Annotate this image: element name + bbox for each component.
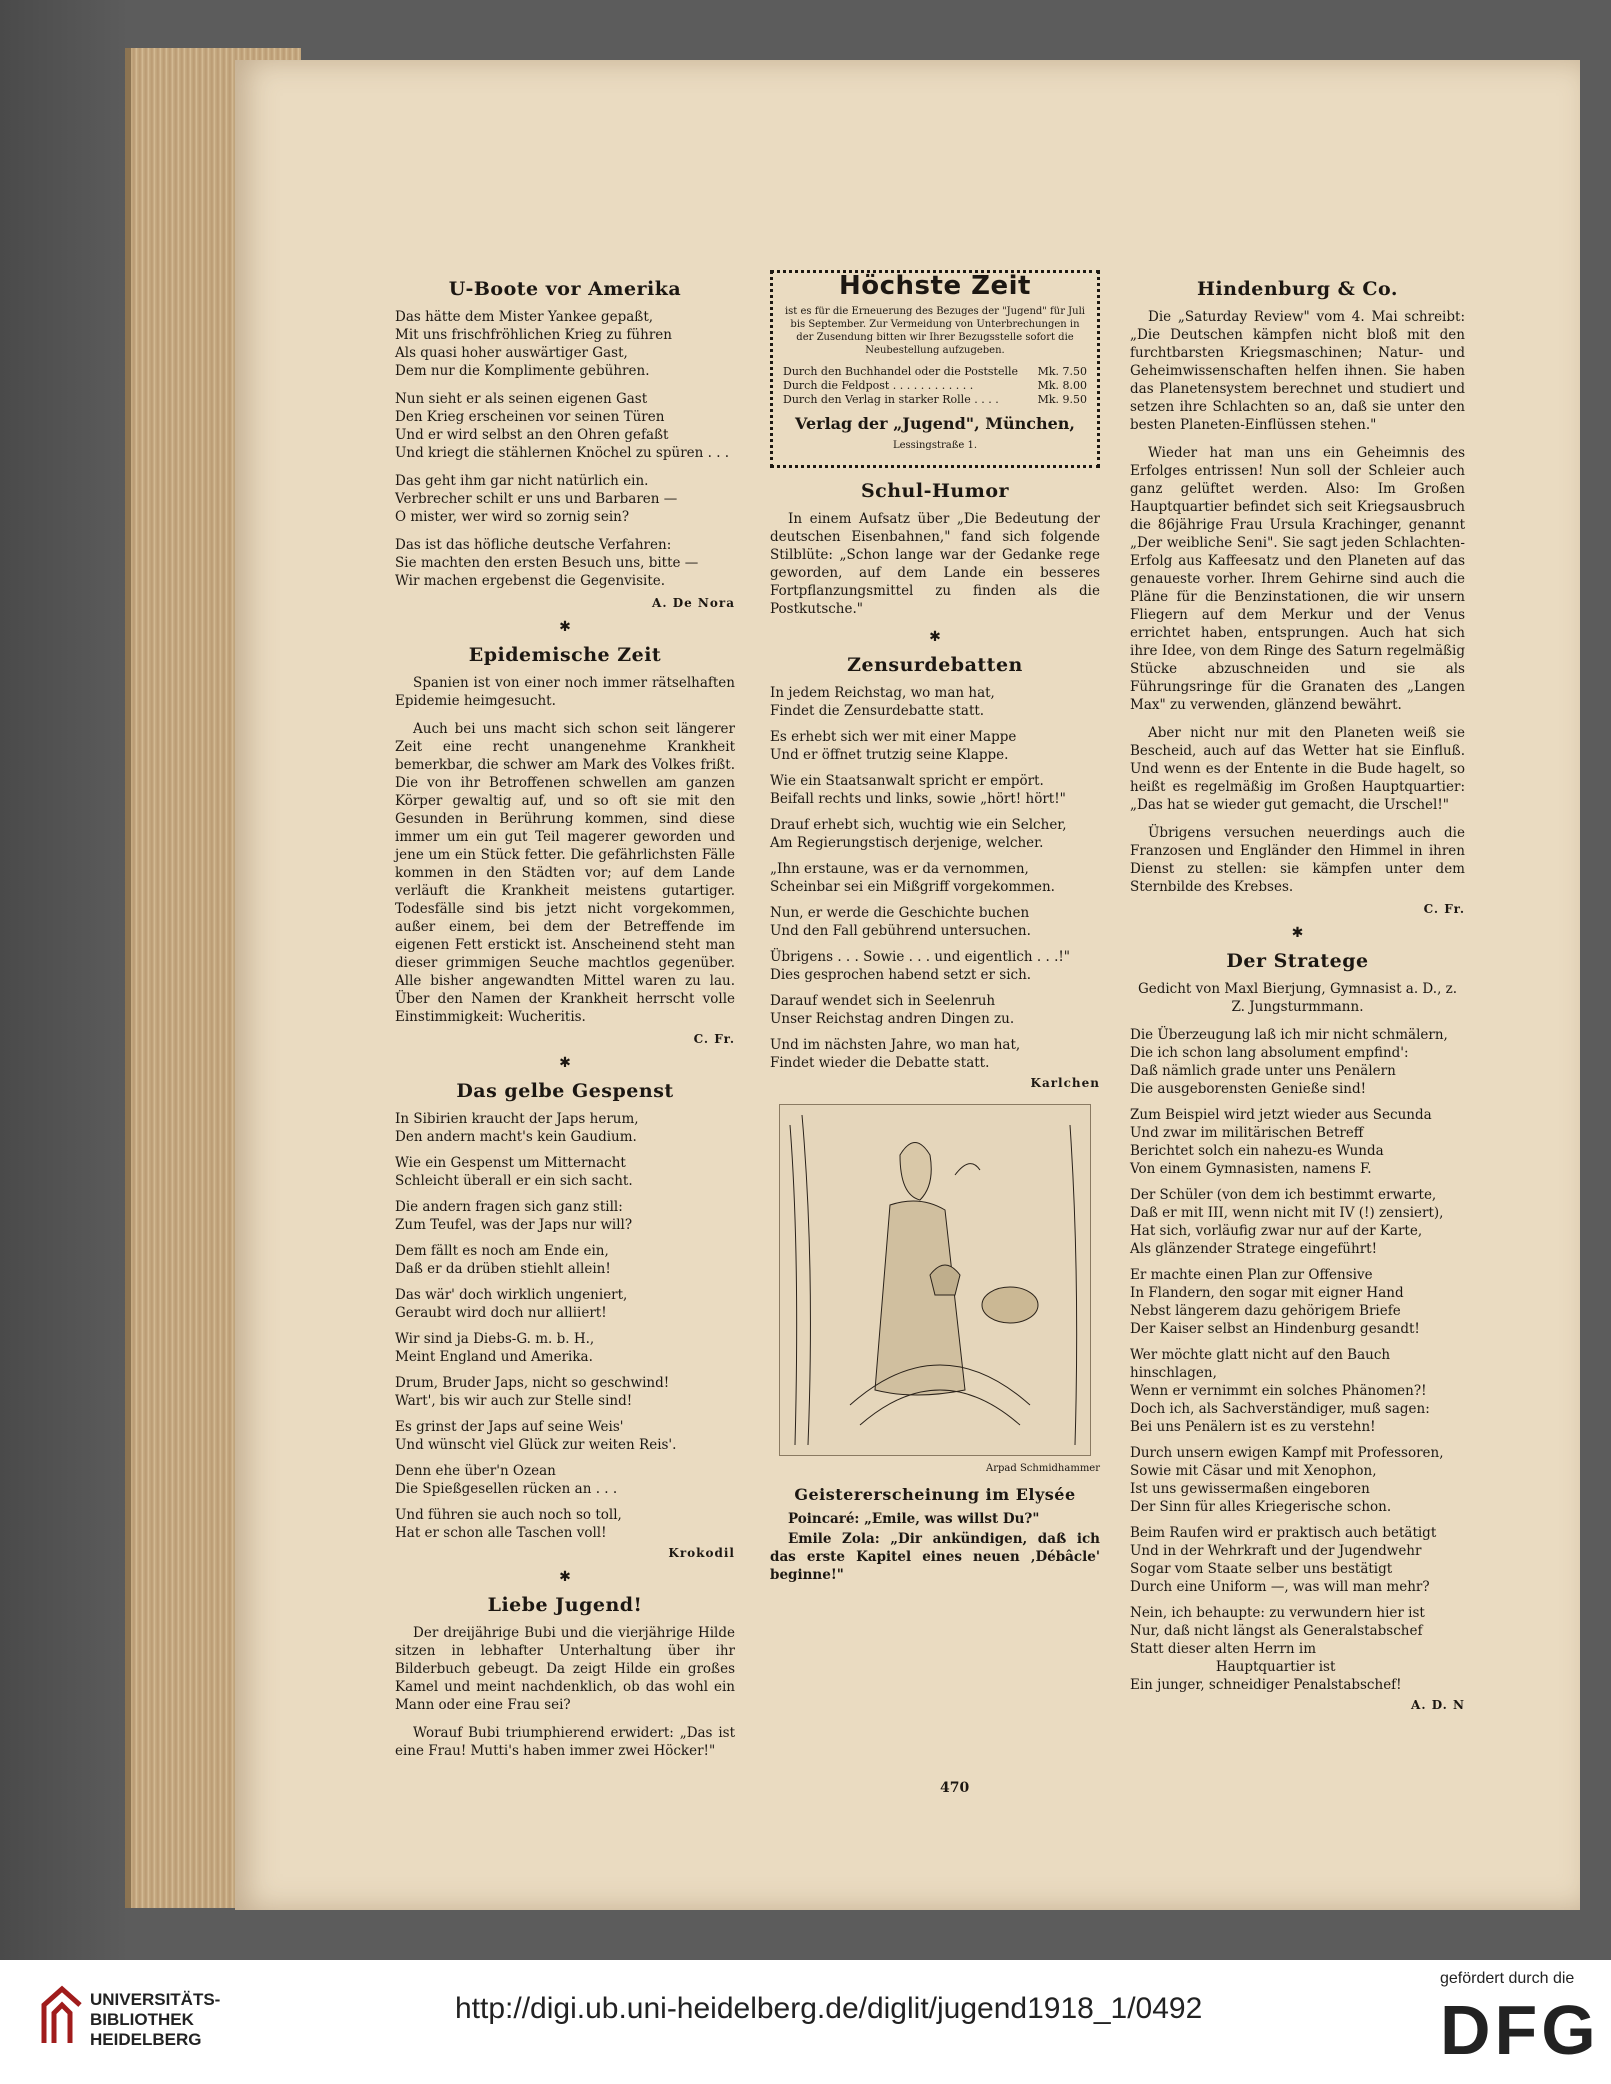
signature: C. Fr. (693, 1032, 735, 1046)
heading-gelbe-gespenst: Das gelbe Gespenst (456, 1080, 674, 1102)
stanza: Es grinst der Japs auf seine Weis' Und wünscht viel Glück zur weiten Reis'. (395, 1419, 677, 1453)
publisher-address: Lessingstraße 1. (892, 440, 978, 451)
caption-line: Poincaré: „Emile, was willst Du?" (788, 1511, 1040, 1527)
paragraph: Spanien ist von einer noch immer rätselhaften Epidemie heimgesucht. (395, 675, 735, 709)
illustration-ghost-scene (779, 1104, 1091, 1456)
signature: A. D. N (1411, 1698, 1465, 1712)
stanza: Dem fällt es noch am Ende ein, Daß er da drüben stiehlt allein! (395, 1243, 611, 1277)
stanza: Nein, ich behaupte: zu verwundern hier ist Nur, daß nicht längst als Generalstabschef Statt dieser alten Herrn im Hauptquartier ist Ein junger, schneidiger Penalstabschef! (1130, 1605, 1425, 1693)
stanza: Denn ehe über'n Ozean Die Spießgesellen rücken an . . . (395, 1463, 618, 1497)
separator-star: ✱ (559, 1569, 571, 1585)
heading-zensurdebatten: Zensurdebatten (847, 654, 1023, 676)
stanza: Nun, er werde die Geschichte buchen Und den Fall gebührend untersuchen. (770, 905, 1031, 939)
notice-text: ist es für die Erneuerung des Bezuges der "Jugend" für Juli bis September. Zur Vermeidung von Unterbrechungen in der Zusendung bitten wir Ihrer Bezugsstelle sofort die Neubestellung aufzugeben. (784, 306, 1086, 356)
heading-epidemische-zeit: Epidemische Zeit (468, 644, 662, 666)
subtitle: Gedicht von Maxl Bierjung, Gymnasist a. D., z. Z. Jungsturmmann. (1137, 981, 1458, 1015)
column-middle (770, 270, 1100, 1594)
stanza: Und im nächsten Jahre, wo man hat, Findet wieder die Debatte statt. (770, 1037, 1021, 1071)
column-left (395, 270, 735, 1770)
price-label: Durch den Verlag in starker Rolle . . . . (783, 393, 999, 406)
paragraph: Wieder hat man uns ein Geheimnis des Erfolges entrissen! Nun soll der Schleier auch ganz gelüftet werden. Also: Im Großen Hauptquartier befindet sich seit Kriegsausbruch die 86jährige Frau Ursula Krachinger, genannt „Der weibliche Seni". Sie sagt jeden Schlachten-Erfolg aus Kaffeesatz und den Planeten auf das genaueste vorher. Ihrem Gehirne sind auch die Pläne für die Benzinstationen, die wir unsern Fliegern auf dem Merkur und der Venus errichtet haben, entsprungen. Auch hat sich ihre Idee, von dem Ringe des Saturn regelmäßig Stücke abzuschneiden und sie als Führungsringe für die Granaten des „Langen Max" zu verwenden, glänzend bewährt. (1130, 445, 1465, 713)
stanza: In jedem Reichstag, wo man hat, Findet die Zensurdebatte statt. (770, 685, 995, 719)
price-row (783, 393, 1087, 407)
paragraph: Auch bei uns macht sich schon seit längerer Zeit eine recht unangenehme Krankheit bemerkbar, die schwer am Mark des Volkes frißt. Die von ihr Betroffenen schwellen am ganzen Körper gewaltig auf, und so oft sie mit den Gesunden in Berührung kommen, sind diese immer um ein gut Teil magerer geworden und jene um ein Stück fetter. Die gefährlichsten Fälle kommen in den Städten vor; auf dem Lande verläuft die Krankheit meistens gutartiger. Todesfälle sind bis jetzt nicht vorgekommen, außer einem, bei dem der Betreffende im eigenen Fett erstickt ist. Anscheinend steht man dieser grimmigen Seuche machtlos gegenüber. Alle bisher angewandten Mittel waren zu lau. Über den Namen der Krankheit herrscht volle Einstimmigkeit: Wucheritis. (395, 721, 735, 1025)
stanza: Durch unsern ewigen Kampf mit Professoren, Sowie mit Cäsar und mit Xenophon, Ist uns gewissermaßen eingeboren Der Sinn für alles Kriegerische schon. (1130, 1445, 1444, 1515)
artist-name: Arpad Schmidhammer (986, 1463, 1100, 1474)
university-name: UNIVERSITÄTS- BIBLIOTHEK HEIDELBERG (90, 1990, 221, 2049)
heading-u-boote: U-Boote vor Amerika (448, 278, 682, 300)
stanza: Der Schüler (von dem ich bestimmt erwarte, Daß er mit III, wenn nicht mit IV (!) zensiert), Hat sich, vorläufig zwar nur auf der Karte, Als glänzender Stratege eingeführt! (1130, 1187, 1444, 1257)
magazine-page (235, 60, 1580, 1910)
caption-line: Emile Zola: „Dir ankündigen, daß ich das erste Kapitel eines neuen ‚Débâcle' beginne!" (770, 1531, 1100, 1583)
stanza: Das geht ihm gar nicht natürlich ein. Verbrecher schilt er uns und Barbaren — O mister, wer wird so zornig sein? (395, 473, 678, 525)
stanza: Nun sieht er als seinen eigenen Gast Den Krieg erscheinen vor seinen Türen Und er wird selbst an den Ohren gefaßt Und kriegt die stählernen Knöchel zu spüren . . . (395, 391, 730, 461)
column-right (1130, 270, 1465, 1720)
stanza: Wie ein Staatsanwalt spricht er empört. Beifall rechts und links, sowie „hört! hört!" (770, 773, 1066, 807)
notice-title: Höchste Zeit (839, 271, 1031, 301)
separator-star: ✱ (559, 1055, 571, 1071)
stanza: Das hätte dem Mister Yankee gepaßt, Mit uns frischfröhlichen Krieg zu führen Als quasi hoher auswärtiger Gast, Dem nur die Komplimente gebühren. (395, 309, 672, 379)
stanza: Drum, Bruder Japs, nicht so geschwind! Wart', bis wir auch zur Stelle sind! (395, 1375, 670, 1409)
price-label: Durch den Buchhandel oder die Poststelle (783, 365, 1019, 378)
stanza: „Ihn erstaune, was er da vernommen, Scheinbar sei ein Mißgriff vorgekommen. (770, 861, 1055, 895)
stanza: Er machte einen Plan zur Offensive In Flandern, den sogar mit eigner Hand Nebst längerem dazu gehörigem Briefe Der Kaiser selbst an Hindenburg gesandt! (1130, 1267, 1420, 1337)
stanza: Wir sind ja Diebs-G. m. b. H., Meint England und Amerika. (395, 1331, 595, 1365)
separator-star: ✱ (929, 629, 941, 645)
page-number: 470 (940, 1780, 970, 1796)
stanza: In Sibirien kraucht der Japs herum, Den andern macht's kein Gaudium. (395, 1111, 639, 1145)
publisher-line: Verlag der „Jugend", München, (795, 414, 1075, 433)
separator-star: ✱ (1291, 925, 1304, 941)
university-logo-icon (40, 1985, 84, 2049)
signature: C. Fr. (1423, 902, 1465, 916)
price-value: Mk. 9.50 (1037, 393, 1087, 406)
heading-stratege: Der Stratege (1226, 950, 1369, 972)
stanza: Zum Beispiel wird jetzt wieder aus Secunda Und zwar im militärischen Betreff Berichtet solch ein nahezu-es Wunda Von einem Gymnasisten, namens F. (1130, 1107, 1432, 1177)
price-label: Durch die Feldpost . . . . . . . . . . . . (783, 379, 974, 392)
stanza: Drauf erhebt sich, wuchtig wie ein Selcher, Am Regierungstisch derjenige, welcher. (770, 817, 1067, 851)
stanza: Übrigens . . . Sowie . . . und eigentlich . . .!" Dies gesprochen habend setzt er sich. (770, 949, 1071, 983)
stanza: Wie ein Gespenst um Mitternacht Schleicht überall er ein sich sacht. (395, 1155, 633, 1189)
signature: A. De Nora (652, 596, 735, 610)
dfg-logo: DFG (1440, 1991, 1600, 2069)
caption-title: Geistererscheinung im Elysée (794, 1485, 1076, 1504)
stanza: Das wär' doch wirklich ungeniert, Geraubt wird doch nur alliiert! (395, 1287, 628, 1321)
paragraph: In einem Aufsatz über „Die Bedeutung der deutschen Eisenbahnen," fand sich folgende Stilblüte: „Schon lange war der Gedanke rege geworden, auf dem Lande ein besseres Fortpflanzungsmittel zu finden als die Postkutsche." (770, 511, 1100, 617)
stanza: Beim Raufen wird er praktisch auch betätigt Und in der Wehrkraft und der Jugendwehr Sogar vom Staate selber uns bestätigt Durch eine Uniform —, was will man mehr? (1130, 1525, 1437, 1595)
paragraph: Der dreijährige Bubi und die vierjährige Hilde sitzen in lebhafter Unterhaltung über ihr Bilderbuch gebeugt. Da zeigt Hilde ein großes Kamel und meint nachdenklich, ob das wohl ein Mann oder eine Frau sei? (395, 1625, 735, 1713)
price-value: Mk. 7.50 (1037, 365, 1087, 378)
heading-schul-humor: Schul-Humor (860, 480, 1010, 502)
stanza: Darauf wendet sich in Seelenruh Unser Reichstag andren Dingen zu. (770, 993, 1015, 1027)
stanza: Und führen sie auch noch so toll, Hat er schon alle Taschen voll! (395, 1507, 622, 1541)
separator-star: ✱ (559, 619, 571, 635)
stanza: Es erhebt sich wer mit einer Mappe Und er öffnet trutzig seine Klappe. (770, 729, 1017, 763)
signature: Krokodil (668, 1546, 735, 1560)
stanza: Die andern fragen sich ganz still: Zum Teufel, was der Japs nur will? (395, 1199, 633, 1233)
paragraph: Worauf Bubi triumphierend erwidert: „Das ist eine Frau! Mutti's haben immer zwei Höcker!" (395, 1725, 735, 1759)
viewer-footer (0, 1960, 1611, 2084)
illustration-drawing (780, 1105, 1090, 1455)
signature: Karlchen (1030, 1076, 1100, 1090)
paragraph: Aber nicht nur mit den Planeten weiß sie Bescheid, auch auf das Wetter hat sie Einfluß. Und wenn es der Entente in die Bude hagelt, so heißt es regelmäßig im Großen Hauptquartier: „Das hat se wieder gut gemacht, die Urschel!" (1130, 725, 1465, 813)
price-value: Mk. 8.00 (1037, 379, 1087, 392)
heading-liebe-jugend: Liebe Jugend! (487, 1594, 643, 1616)
subscription-notice (770, 270, 1100, 468)
funded-by-label: gefördert durch die (1440, 1970, 1575, 1987)
stanza: Die Überzeugung laß ich mir nicht schmälern, Die ich schon lang absolument empfind': Daß nämlich grade unter uns Penälern Die ausgeborensten Genieße sind! (1130, 1027, 1448, 1097)
price-row (783, 365, 1087, 379)
stanza: Wer möchte glatt nicht auf den Bauch hinschlagen, Wenn er vernimmt ein solches Phänomen?! Doch ich, als Sachverständiger, muß sagen: Bei uns Penälern ist es zu verstehn! (1130, 1347, 1430, 1435)
heading-hindenburg: Hindenburg & Co. (1196, 278, 1399, 300)
paragraph: Übrigens versuchen neuerdings auch die Franzosen und Engländer den Himmel in ihren Dienst zu stellen: sie kämpfen unter dem Sternbilde des Krebses. (1130, 825, 1465, 895)
stanza: Das ist das höfliche deutsche Verfahren: Sie machten den ersten Besuch uns, bitte — Wir machen ergebenst die Gegenvisite. (395, 537, 699, 589)
price-row (783, 379, 1087, 393)
permalink[interactable]: http://digi.ub.uni-heidelberg.de/diglit/jugend1918_1/0492 (455, 1992, 1203, 2025)
paragraph: Die „Saturday Review" vom 4. Mai schreibt: „Die Deutschen kämpfen nicht bloß mit den furchtbarsten Kriegsmaschinen; Natur- und Geheimwissenschaften helfen ihnen. Sie haben das Planetensystem berechnet und studiert und setzen ihre Schlachten so an, daß sie unter den besten Planeten-Einflüssen stehen." (1130, 309, 1465, 433)
